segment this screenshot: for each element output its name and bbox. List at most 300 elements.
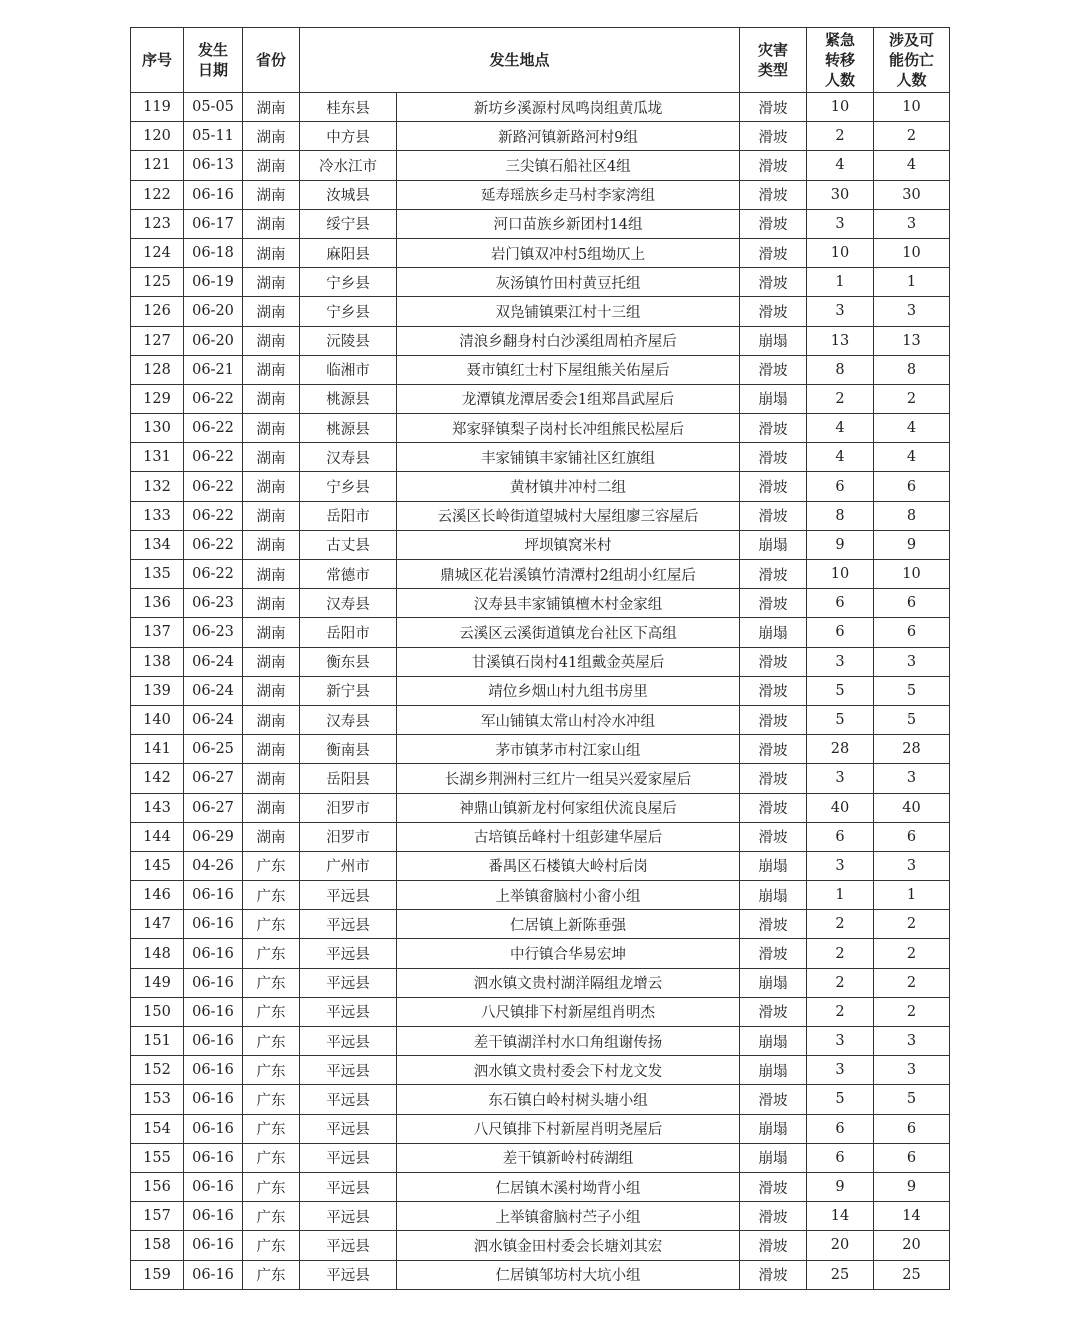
cell-county: 平远县 (300, 1260, 397, 1289)
cell-date: 06-27 (184, 764, 243, 793)
cell-location: 云溪区长岭街道望城村大屋组廖三容屋后 (397, 501, 740, 530)
cell-seq: 139 (131, 676, 184, 705)
cell-casualties: 5 (874, 1085, 950, 1114)
cell-date: 06-16 (184, 910, 243, 939)
cell-county: 桂东县 (300, 93, 397, 122)
cell-county: 平远县 (300, 1172, 397, 1201)
cell-location: 差干镇新岭村砖湖组 (397, 1143, 740, 1172)
cell-casualties: 40 (874, 793, 950, 822)
cell-casualties: 1 (874, 881, 950, 910)
cell-province: 广东 (243, 1027, 300, 1056)
cell-seq: 128 (131, 355, 184, 384)
cell-casualties: 13 (874, 326, 950, 355)
table-row (131, 851, 950, 880)
cell-casualties: 3 (874, 209, 950, 238)
table-row (131, 589, 950, 618)
cell-casualties: 3 (874, 1056, 950, 1085)
cell-disaster-type: 滑坡 (740, 560, 807, 589)
cell-county: 桃源县 (300, 384, 397, 413)
cell-county: 平远县 (300, 1085, 397, 1114)
cell-location: 八尺镇排下村新屋肖明尧屋后 (397, 1114, 740, 1143)
cell-evacuated: 40 (807, 793, 874, 822)
table-row (131, 414, 950, 443)
table-row (131, 530, 950, 559)
cell-casualties: 5 (874, 705, 950, 734)
cell-disaster-type: 崩塌 (740, 1027, 807, 1056)
cell-county: 汨罗市 (300, 793, 397, 822)
table-row (131, 1231, 950, 1260)
cell-date: 06-20 (184, 326, 243, 355)
cell-evacuated: 3 (807, 297, 874, 326)
cell-province: 广东 (243, 881, 300, 910)
header-row (131, 28, 950, 93)
cell-seq: 135 (131, 560, 184, 589)
cell-province: 广东 (243, 1172, 300, 1201)
cell-casualties: 25 (874, 1260, 950, 1289)
cell-location: 延寿瑶族乡走马村李家湾组 (397, 180, 740, 209)
cell-location: 上举镇畲脑村小畲小组 (397, 881, 740, 910)
cell-location: 聂市镇红士村下屋组熊关佑屋后 (397, 355, 740, 384)
cell-evacuated: 1 (807, 268, 874, 297)
cell-county: 平远县 (300, 939, 397, 968)
table-row (131, 764, 950, 793)
cell-seq: 142 (131, 764, 184, 793)
cell-evacuated: 3 (807, 647, 874, 676)
cell-casualties: 14 (874, 1202, 950, 1231)
cell-casualties: 4 (874, 443, 950, 472)
cell-disaster-type: 滑坡 (740, 472, 807, 501)
cell-seq: 143 (131, 793, 184, 822)
table-row (131, 297, 950, 326)
cell-date: 05-05 (184, 93, 243, 122)
cell-evacuated: 10 (807, 238, 874, 267)
cell-casualties: 2 (874, 997, 950, 1026)
cell-location: 古培镇岳峰村十组彭建华屋后 (397, 822, 740, 851)
cell-location: 仁居镇邹坊村大坑小组 (397, 1260, 740, 1289)
table-row (131, 268, 950, 297)
cell-province: 广东 (243, 851, 300, 880)
cell-disaster-type: 滑坡 (740, 1085, 807, 1114)
cell-location: 差干镇湖洋村水口角组谢传扬 (397, 1027, 740, 1056)
cell-evacuated: 3 (807, 1056, 874, 1085)
cell-seq: 146 (131, 881, 184, 910)
cell-evacuated: 2 (807, 939, 874, 968)
cell-evacuated: 6 (807, 589, 874, 618)
table-row (131, 676, 950, 705)
cell-seq: 124 (131, 238, 184, 267)
cell-date: 06-13 (184, 151, 243, 180)
cell-seq: 144 (131, 822, 184, 851)
cell-disaster-type: 滑坡 (740, 414, 807, 443)
cell-location: 灰汤镇竹田村黄豆托组 (397, 268, 740, 297)
cell-date: 06-16 (184, 1202, 243, 1231)
cell-county: 宁乡县 (300, 472, 397, 501)
cell-date: 06-23 (184, 618, 243, 647)
disaster-table (130, 27, 950, 1290)
cell-casualties: 3 (874, 764, 950, 793)
cell-date: 05-11 (184, 122, 243, 151)
header-seq: 序号 (131, 28, 184, 93)
cell-province: 广东 (243, 1056, 300, 1085)
cell-province: 湖南 (243, 151, 300, 180)
cell-province: 湖南 (243, 122, 300, 151)
table-row (131, 93, 950, 122)
cell-disaster-type: 滑坡 (740, 997, 807, 1026)
cell-evacuated: 9 (807, 530, 874, 559)
cell-county: 宁乡县 (300, 297, 397, 326)
cell-seq: 137 (131, 618, 184, 647)
cell-casualties: 3 (874, 851, 950, 880)
cell-disaster-type: 滑坡 (740, 1202, 807, 1231)
cell-disaster-type: 滑坡 (740, 268, 807, 297)
cell-province: 湖南 (243, 764, 300, 793)
table-row (131, 560, 950, 589)
cell-disaster-type: 崩塌 (740, 384, 807, 413)
cell-seq: 122 (131, 180, 184, 209)
cell-disaster-type: 滑坡 (740, 93, 807, 122)
cell-date: 06-24 (184, 676, 243, 705)
cell-casualties: 10 (874, 238, 950, 267)
cell-seq: 130 (131, 414, 184, 443)
cell-province: 广东 (243, 1231, 300, 1260)
cell-evacuated: 4 (807, 151, 874, 180)
cell-province: 湖南 (243, 472, 300, 501)
cell-province: 湖南 (243, 180, 300, 209)
cell-date: 06-18 (184, 238, 243, 267)
header-casualties: 涉及可 能伤亡 人数 (874, 28, 950, 93)
cell-disaster-type: 崩塌 (740, 1143, 807, 1172)
cell-seq: 125 (131, 268, 184, 297)
cell-county: 岳阳市 (300, 618, 397, 647)
cell-casualties: 2 (874, 384, 950, 413)
table-row (131, 180, 950, 209)
cell-date: 06-16 (184, 1260, 243, 1289)
cell-casualties: 2 (874, 122, 950, 151)
cell-seq: 155 (131, 1143, 184, 1172)
cell-evacuated: 2 (807, 997, 874, 1026)
table-row (131, 881, 950, 910)
cell-disaster-type: 滑坡 (740, 676, 807, 705)
cell-location: 仁居镇木溪村坳背小组 (397, 1172, 740, 1201)
cell-county: 衡南县 (300, 735, 397, 764)
cell-disaster-type: 滑坡 (740, 1231, 807, 1260)
table-row (131, 472, 950, 501)
cell-location: 坪坝镇窝米村 (397, 530, 740, 559)
table-row (131, 1114, 950, 1143)
cell-disaster-type: 滑坡 (740, 443, 807, 472)
cell-disaster-type: 滑坡 (740, 180, 807, 209)
table-row (131, 735, 950, 764)
cell-province: 广东 (243, 939, 300, 968)
cell-casualties: 3 (874, 1027, 950, 1056)
header-evacuated: 紧急 转移 人数 (807, 28, 874, 93)
cell-casualties: 6 (874, 1114, 950, 1143)
cell-county: 宁乡县 (300, 268, 397, 297)
cell-evacuated: 5 (807, 676, 874, 705)
cell-casualties: 2 (874, 910, 950, 939)
cell-casualties: 30 (874, 180, 950, 209)
cell-seq: 153 (131, 1085, 184, 1114)
cell-disaster-type: 滑坡 (740, 735, 807, 764)
cell-seq: 157 (131, 1202, 184, 1231)
document-page (130, 27, 949, 1290)
cell-province: 广东 (243, 1085, 300, 1114)
cell-casualties: 8 (874, 501, 950, 530)
table-header (131, 28, 950, 93)
cell-county: 平远县 (300, 1231, 397, 1260)
cell-evacuated: 4 (807, 443, 874, 472)
cell-casualties: 6 (874, 1143, 950, 1172)
cell-province: 湖南 (243, 355, 300, 384)
cell-evacuated: 1 (807, 881, 874, 910)
cell-location: 汉寿县丰家铺镇檀木村金家组 (397, 589, 740, 618)
cell-location: 泗水镇文贵村委会下村龙文发 (397, 1056, 740, 1085)
cell-location: 靖位乡烟山村九组书房里 (397, 676, 740, 705)
cell-province: 湖南 (243, 705, 300, 734)
cell-date: 06-16 (184, 997, 243, 1026)
cell-location: 神鼎山镇新龙村何家组伏流良屋后 (397, 793, 740, 822)
cell-evacuated: 2 (807, 384, 874, 413)
cell-date: 06-27 (184, 793, 243, 822)
cell-seq: 158 (131, 1231, 184, 1260)
cell-disaster-type: 滑坡 (740, 122, 807, 151)
cell-seq: 150 (131, 997, 184, 1026)
cell-date: 06-22 (184, 560, 243, 589)
table-row (131, 326, 950, 355)
cell-province: 广东 (243, 1143, 300, 1172)
table-row (131, 1056, 950, 1085)
cell-province: 湖南 (243, 414, 300, 443)
cell-disaster-type: 滑坡 (740, 355, 807, 384)
cell-location: 龙潭镇龙潭居委会1组郑昌武屋后 (397, 384, 740, 413)
table-row (131, 209, 950, 238)
table-row (131, 1202, 950, 1231)
cell-province: 广东 (243, 1202, 300, 1231)
cell-seq: 132 (131, 472, 184, 501)
cell-county: 平远县 (300, 997, 397, 1026)
cell-evacuated: 25 (807, 1260, 874, 1289)
cell-evacuated: 4 (807, 414, 874, 443)
cell-county: 汉寿县 (300, 589, 397, 618)
cell-location: 八尺镇排下村新屋组肖明杰 (397, 997, 740, 1026)
cell-province: 湖南 (243, 647, 300, 676)
cell-seq: 152 (131, 1056, 184, 1085)
cell-location: 仁居镇上新陈垂强 (397, 910, 740, 939)
cell-seq: 145 (131, 851, 184, 880)
cell-seq: 119 (131, 93, 184, 122)
cell-disaster-type: 滑坡 (740, 822, 807, 851)
cell-evacuated: 5 (807, 705, 874, 734)
cell-seq: 123 (131, 209, 184, 238)
table-row (131, 822, 950, 851)
cell-province: 湖南 (243, 618, 300, 647)
cell-province: 湖南 (243, 209, 300, 238)
cell-county: 绥宁县 (300, 209, 397, 238)
cell-seq: 133 (131, 501, 184, 530)
cell-province: 湖南 (243, 384, 300, 413)
cell-casualties: 9 (874, 1172, 950, 1201)
cell-disaster-type: 滑坡 (740, 151, 807, 180)
cell-seq: 140 (131, 705, 184, 734)
cell-county: 平远县 (300, 1114, 397, 1143)
cell-county: 桃源县 (300, 414, 397, 443)
cell-seq: 131 (131, 443, 184, 472)
cell-seq: 138 (131, 647, 184, 676)
cell-county: 汉寿县 (300, 443, 397, 472)
table-row (131, 997, 950, 1026)
cell-disaster-type: 滑坡 (740, 647, 807, 676)
cell-disaster-type: 崩塌 (740, 851, 807, 880)
table-row (131, 793, 950, 822)
cell-county: 平远县 (300, 968, 397, 997)
cell-casualties: 2 (874, 939, 950, 968)
cell-date: 06-21 (184, 355, 243, 384)
cell-date: 06-29 (184, 822, 243, 851)
cell-disaster-type: 崩塌 (740, 1114, 807, 1143)
cell-location: 三尖镇石船社区4组 (397, 151, 740, 180)
cell-seq: 120 (131, 122, 184, 151)
cell-location: 黄材镇井冲村二组 (397, 472, 740, 501)
cell-county: 汉寿县 (300, 705, 397, 734)
cell-evacuated: 8 (807, 501, 874, 530)
cell-date: 06-16 (184, 939, 243, 968)
cell-casualties: 2 (874, 968, 950, 997)
table-body (131, 93, 950, 1290)
cell-province: 湖南 (243, 589, 300, 618)
cell-location: 泗水镇文贵村湖洋隔组龙增云 (397, 968, 740, 997)
cell-disaster-type: 滑坡 (740, 939, 807, 968)
cell-disaster-type: 滑坡 (740, 705, 807, 734)
cell-date: 06-22 (184, 472, 243, 501)
cell-date: 06-22 (184, 501, 243, 530)
cell-county: 平远县 (300, 1143, 397, 1172)
cell-evacuated: 6 (807, 618, 874, 647)
cell-disaster-type: 崩塌 (740, 326, 807, 355)
cell-date: 06-16 (184, 1027, 243, 1056)
cell-county: 岳阳县 (300, 764, 397, 793)
cell-location: 泗水镇金田村委会长塘刘其宏 (397, 1231, 740, 1260)
cell-disaster-type: 滑坡 (740, 589, 807, 618)
cell-evacuated: 3 (807, 1027, 874, 1056)
cell-seq: 127 (131, 326, 184, 355)
cell-province: 广东 (243, 1114, 300, 1143)
table-row (131, 1260, 950, 1289)
cell-seq: 121 (131, 151, 184, 180)
cell-evacuated: 3 (807, 764, 874, 793)
table-row (131, 705, 950, 734)
cell-evacuated: 20 (807, 1231, 874, 1260)
table-row (131, 1027, 950, 1056)
cell-date: 06-17 (184, 209, 243, 238)
cell-evacuated: 6 (807, 1143, 874, 1172)
cell-disaster-type: 崩塌 (740, 968, 807, 997)
cell-province: 湖南 (243, 297, 300, 326)
cell-province: 湖南 (243, 822, 300, 851)
cell-seq: 147 (131, 910, 184, 939)
cell-province: 广东 (243, 910, 300, 939)
cell-location: 中行镇合华易宏坤 (397, 939, 740, 968)
cell-location: 郑家驿镇梨子岗村长冲组熊民松屋后 (397, 414, 740, 443)
cell-province: 湖南 (243, 793, 300, 822)
cell-date: 06-24 (184, 705, 243, 734)
cell-county: 平远县 (300, 1202, 397, 1231)
cell-evacuated: 14 (807, 1202, 874, 1231)
cell-seq: 126 (131, 297, 184, 326)
cell-province: 湖南 (243, 443, 300, 472)
cell-casualties: 6 (874, 472, 950, 501)
cell-disaster-type: 滑坡 (740, 910, 807, 939)
cell-location: 番禺区石楼镇大岭村后岗 (397, 851, 740, 880)
cell-date: 06-16 (184, 1085, 243, 1114)
cell-disaster-type: 滑坡 (740, 238, 807, 267)
table-row (131, 1143, 950, 1172)
cell-casualties: 1 (874, 268, 950, 297)
cell-evacuated: 5 (807, 1085, 874, 1114)
header-province: 省份 (243, 28, 300, 93)
cell-province: 广东 (243, 968, 300, 997)
cell-location: 鼎城区花岩溪镇竹清潭村2组胡小红屋后 (397, 560, 740, 589)
header-date: 发生 日期 (184, 28, 243, 93)
cell-county: 麻阳县 (300, 238, 397, 267)
cell-date: 06-22 (184, 414, 243, 443)
table-row (131, 238, 950, 267)
cell-seq: 134 (131, 530, 184, 559)
cell-province: 湖南 (243, 93, 300, 122)
cell-date: 06-16 (184, 1143, 243, 1172)
cell-casualties: 6 (874, 822, 950, 851)
cell-date: 06-22 (184, 443, 243, 472)
cell-province: 湖南 (243, 735, 300, 764)
cell-province: 广东 (243, 1260, 300, 1289)
cell-location: 上举镇畲脑村苎子小组 (397, 1202, 740, 1231)
cell-province: 湖南 (243, 326, 300, 355)
cell-province: 广东 (243, 997, 300, 1026)
cell-evacuated: 6 (807, 1114, 874, 1143)
cell-seq: 159 (131, 1260, 184, 1289)
cell-date: 06-19 (184, 268, 243, 297)
table-row (131, 384, 950, 413)
table-row (131, 122, 950, 151)
table-row (131, 939, 950, 968)
cell-disaster-type: 滑坡 (740, 793, 807, 822)
cell-evacuated: 2 (807, 910, 874, 939)
cell-casualties: 8 (874, 355, 950, 384)
cell-disaster-type: 崩塌 (740, 530, 807, 559)
cell-seq: 148 (131, 939, 184, 968)
cell-evacuated: 3 (807, 851, 874, 880)
cell-date: 06-23 (184, 589, 243, 618)
cell-seq: 141 (131, 735, 184, 764)
cell-county: 平远县 (300, 1056, 397, 1085)
cell-county: 新宁县 (300, 676, 397, 705)
cell-province: 湖南 (243, 501, 300, 530)
cell-evacuated: 6 (807, 472, 874, 501)
cell-date: 06-20 (184, 297, 243, 326)
cell-county: 汝城县 (300, 180, 397, 209)
cell-disaster-type: 滑坡 (740, 1172, 807, 1201)
header-location: 发生地点 (300, 28, 740, 93)
cell-disaster-type: 崩塌 (740, 618, 807, 647)
cell-county: 临湘市 (300, 355, 397, 384)
cell-seq: 154 (131, 1114, 184, 1143)
cell-date: 06-24 (184, 647, 243, 676)
cell-county: 沅陵县 (300, 326, 397, 355)
cell-casualties: 10 (874, 93, 950, 122)
cell-location: 双凫铺镇栗江村十三组 (397, 297, 740, 326)
cell-location: 河口苗族乡新团村14组 (397, 209, 740, 238)
cell-casualties: 20 (874, 1231, 950, 1260)
table-row (131, 151, 950, 180)
